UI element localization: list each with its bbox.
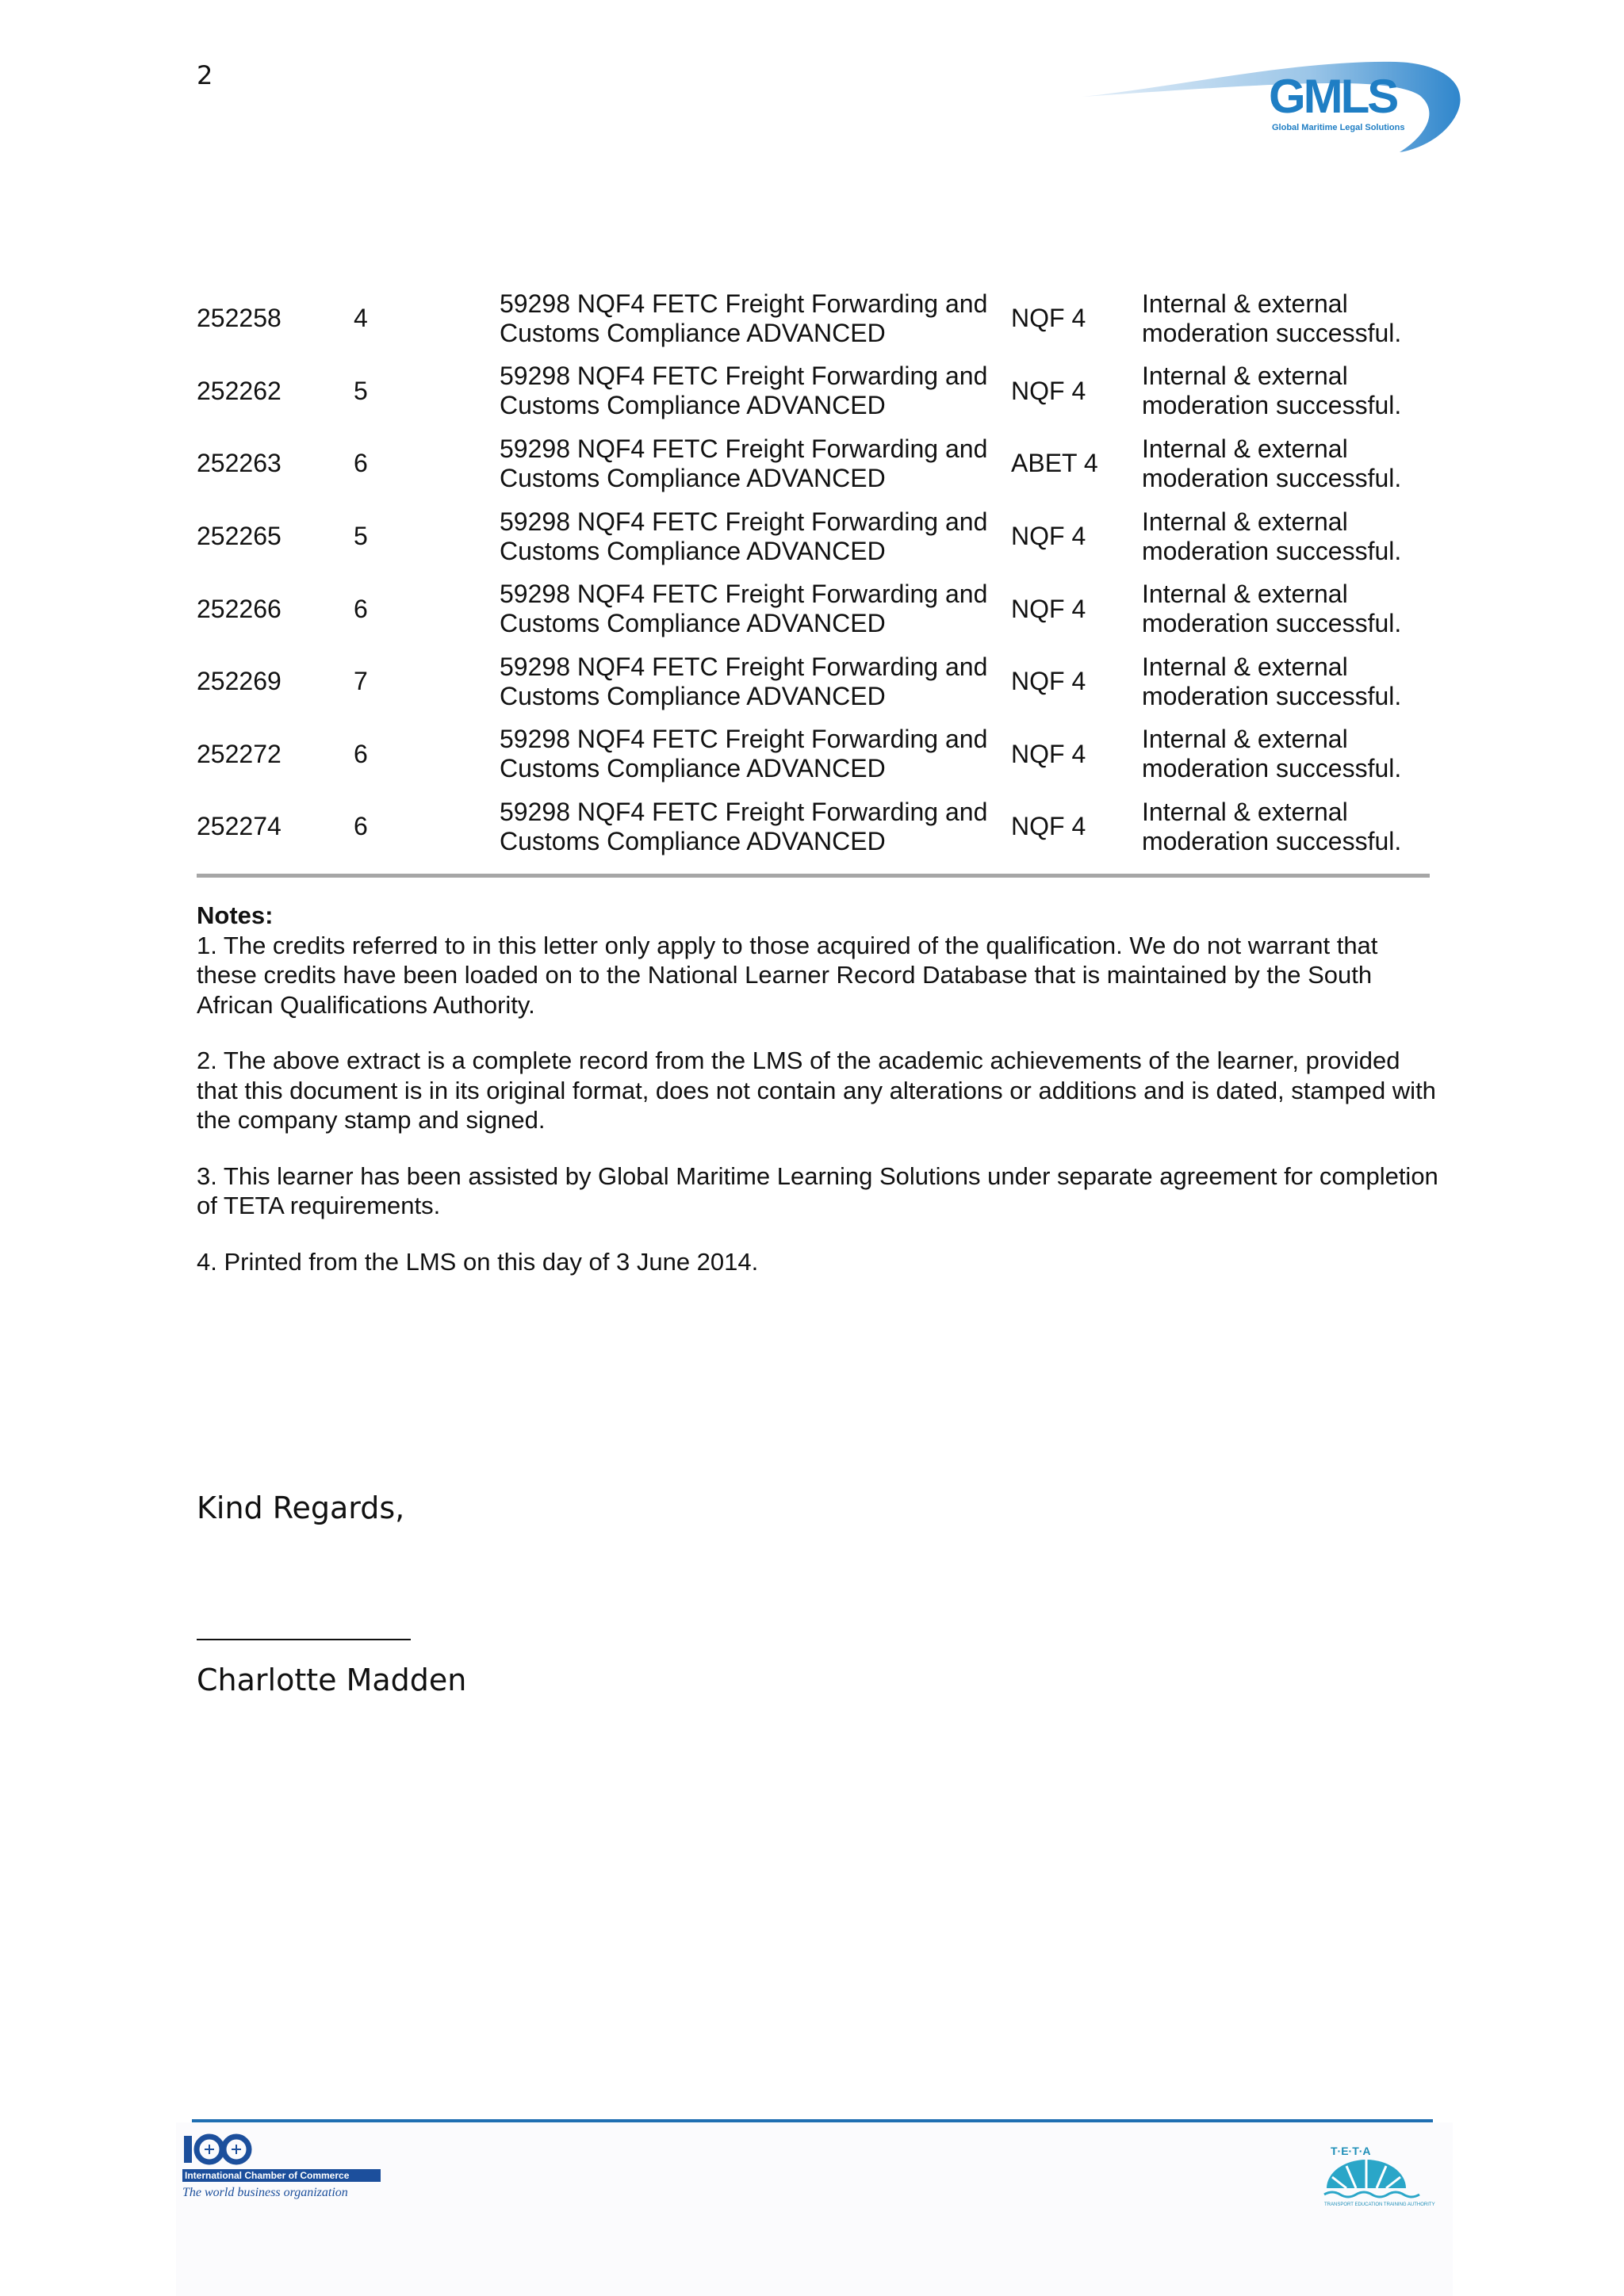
- cell-level: NQF 4: [1011, 522, 1086, 551]
- signature-line: [197, 1639, 411, 1640]
- cell-learner-id: 252263: [197, 449, 282, 478]
- teta-name: TRANSPORT EDUCATION TRAINING AUTHORITY: [1324, 2202, 1435, 2207]
- cell-credits: 7: [354, 667, 368, 696]
- cell-status: Internal & external moderation successful.: [1142, 434, 1402, 492]
- notes-heading: Notes:: [197, 901, 274, 929]
- cell-credits: 5: [354, 522, 368, 551]
- cell-course: 59298 NQF4 FETC Freight Forwarding and Customs Compliance ADVANCED: [500, 289, 988, 347]
- cell-status: Internal & external moderation successful.: [1142, 362, 1402, 420]
- gmls-tagline: Global Maritime Legal Solutions: [1272, 123, 1405, 132]
- note-3: 3. This learner has been assisted by Global Maritime Learning Solutions under separate agreement for completion of TETA requirements.: [197, 1161, 1438, 1219]
- gmls-logo: [1078, 48, 1467, 159]
- cell-status: Internal & external moderation successful.: [1142, 289, 1402, 347]
- cell-course: 59298 NQF4 FETC Freight Forwarding and Customs Compliance ADVANCED: [500, 580, 988, 638]
- note-4: 4. Printed from the LMS on this day of 3 June 2014.: [197, 1247, 759, 1276]
- page-number: 2: [197, 60, 213, 90]
- cell-level: NQF 4: [1011, 739, 1086, 768]
- cell-course: 59298 NQF4 FETC Freight Forwarding and Customs Compliance ADVANCED: [500, 434, 988, 492]
- cell-learner-id: 252266: [197, 594, 282, 623]
- teta-logo: [1315, 2139, 1435, 2215]
- cell-learner-id: 252274: [197, 812, 282, 841]
- cell-course: 59298 NQF4 FETC Freight Forwarding and Customs Compliance ADVANCED: [500, 507, 988, 565]
- teta-mark: T·E·T·A: [1331, 2145, 1371, 2157]
- table-row: [197, 427, 1430, 500]
- results-table: [197, 282, 1430, 863]
- table-row: [197, 790, 1430, 863]
- cell-status: Internal & external moderation successful.: [1142, 580, 1402, 638]
- gmls-wordmark: GMLS: [1269, 70, 1397, 123]
- table-row: [197, 718, 1430, 791]
- cell-learner-id: 252262: [197, 376, 282, 405]
- cell-course: 59298 NQF4 FETC Freight Forwarding and Customs Compliance ADVANCED: [500, 725, 988, 783]
- cell-status: Internal & external moderation successful.: [1142, 797, 1402, 855]
- cell-level: NQF 4: [1011, 667, 1086, 696]
- icc-name: International Chamber of Commerce: [185, 2170, 350, 2181]
- cell-course: 59298 NQF4 FETC Freight Forwarding and Customs Compliance ADVANCED: [500, 652, 988, 710]
- signatory-name: Charlotte Madden: [197, 1663, 467, 1697]
- cell-status: Internal & external moderation successful.: [1142, 507, 1402, 565]
- cell-level: NQF 4: [1011, 376, 1086, 405]
- table-bottom-rule: [197, 874, 1430, 878]
- cell-learner-id: 252269: [197, 667, 282, 696]
- cell-credits: 5: [354, 376, 368, 405]
- cell-credits: 6: [354, 449, 368, 478]
- notes-section: [197, 901, 1442, 1303]
- footer-rule: [192, 2119, 1433, 2122]
- icc-tagline: The world business organization: [182, 2186, 348, 2199]
- cell-credits: 6: [354, 594, 368, 623]
- closing-salutation: Kind Regards,: [197, 1490, 405, 1525]
- cell-credits: 4: [354, 304, 368, 333]
- note-1: 1. The credits referred to in this letter only apply to those acquired of the qualification. We do not warrant that these credits have been loaded on to the National Learner Record Database that is maintained by the South African Qualifications Authority.: [197, 931, 1378, 1019]
- cell-level: ABET 4: [1011, 449, 1098, 478]
- cell-level: NQF 4: [1011, 812, 1086, 841]
- cell-level: NQF 4: [1011, 594, 1086, 623]
- cell-credits: 6: [354, 812, 368, 841]
- table-row: [197, 355, 1430, 428]
- cell-level: NQF 4: [1011, 304, 1086, 333]
- icc-logo: [182, 2131, 389, 2207]
- table-row: [197, 500, 1430, 573]
- note-2: 2. The above extract is a complete record from the LMS of the academic achievements of the learner, provided that this document is in its original format, does not contain any alterations or additions and is dated, stamped with the company stamp and signed.: [197, 1047, 1436, 1134]
- cell-status: Internal & external moderation successful.: [1142, 725, 1402, 783]
- table-row: [197, 282, 1430, 355]
- table-row: [197, 572, 1430, 645]
- cell-status: Internal & external moderation successful.: [1142, 652, 1402, 710]
- cell-learner-id: 252265: [197, 522, 282, 551]
- cell-course: 59298 NQF4 FETC Freight Forwarding and Customs Compliance ADVANCED: [500, 797, 988, 855]
- cell-credits: 6: [354, 739, 368, 768]
- cell-learner-id: 252272: [197, 739, 282, 768]
- results-table-body: [197, 282, 1430, 863]
- cell-learner-id: 252258: [197, 304, 282, 333]
- table-row: [197, 645, 1430, 718]
- cell-course: 59298 NQF4 FETC Freight Forwarding and Customs Compliance ADVANCED: [500, 362, 988, 420]
